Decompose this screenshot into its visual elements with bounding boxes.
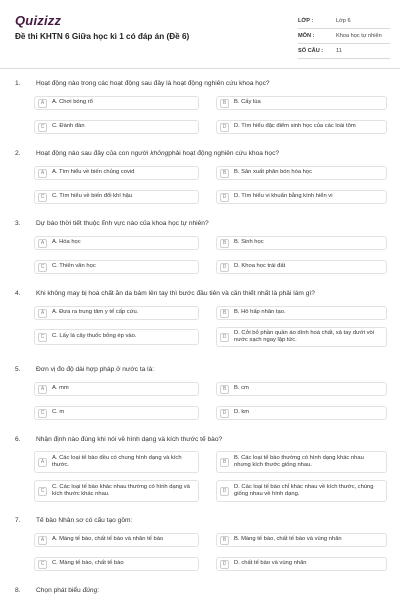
option-a[interactable]: [34, 96, 199, 110]
option-text: D. Các loại tế bào chỉ khác nhau về kích thước, chúng giống nhau về hình dạng.: [234, 483, 374, 497]
quizizz-logo: Quizizz: [15, 13, 62, 28]
meta-value: Lớp 6: [336, 18, 351, 24]
question-number: 4.: [15, 290, 21, 297]
meta-row-question-count: [298, 44, 390, 59]
option-c[interactable]: [34, 406, 199, 420]
question-text: Hoạt động nào sau đây của con người khôngphải hoạt động nghiên cứu khoa học?: [36, 150, 280, 157]
option-letter: B: [220, 309, 229, 318]
option-text: C. Màng tế bào, chất tế bào: [52, 560, 124, 567]
option-d[interactable]: [216, 406, 387, 420]
option-a[interactable]: [34, 533, 199, 547]
question-text: Dự báo thời tiết thuộc lĩnh vực nào của khoa học tự nhiên?: [36, 220, 209, 227]
option-letter: C: [38, 409, 47, 418]
option-b[interactable]: [216, 306, 387, 320]
option-b[interactable]: [216, 382, 387, 396]
option-text: C. Các loại tế bào khác nhau thường có hình dạng và kích thước khác nhau.: [52, 483, 190, 497]
option-c[interactable]: [34, 557, 199, 571]
option-letter: C: [38, 193, 47, 202]
option-c[interactable]: [34, 329, 199, 345]
question-number: 7.: [15, 517, 21, 524]
option-a[interactable]: [34, 166, 199, 180]
option-b[interactable]: [216, 236, 387, 250]
option-letter: B: [220, 239, 229, 248]
option-b[interactable]: [216, 166, 387, 180]
option-letter: D: [220, 193, 229, 202]
option-letter: B: [220, 536, 229, 545]
option-letter: A: [38, 536, 47, 545]
option-c[interactable]: [34, 480, 199, 502]
option-text: D. Tìm hiểu đặc điểm sinh học của các loài tôm: [234, 123, 356, 130]
meta-value: Khoa học tự nhiên: [336, 33, 382, 39]
question-number: 3.: [15, 220, 21, 227]
option-text: B. Sản xuất phân bón hóa học: [234, 169, 312, 176]
option-letter: C: [38, 333, 47, 342]
option-letter: B: [220, 99, 229, 108]
option-text: A. Chơi bóng rổ: [52, 99, 93, 106]
option-letter: D: [220, 409, 229, 418]
option-text: B. Cấy lúa: [234, 99, 261, 106]
option-text: A. Màng tế bào, chất tế bào và nhân tế bào: [52, 536, 164, 543]
option-text: C. Thiên văn học: [52, 263, 96, 270]
meta-row-subject: [298, 29, 390, 44]
option-text: A. Hóa học: [52, 239, 81, 246]
option-letter: D: [220, 263, 229, 272]
option-letter: C: [38, 487, 47, 496]
option-a[interactable]: [34, 451, 199, 473]
option-text: C. Tìm hiểu về biến đổi khí hậu: [52, 193, 133, 200]
option-text: A. Đưa ra trung tâm y tế cấp cứu.: [52, 309, 139, 316]
worksheet-header: [0, 0, 400, 68]
meta-key: LỚP :: [298, 18, 314, 24]
meta-key: SỐ CÂU :: [298, 48, 324, 54]
option-c[interactable]: [34, 190, 199, 204]
option-letter: B: [220, 169, 229, 178]
question-number: 6.: [15, 436, 21, 443]
option-c[interactable]: [34, 260, 199, 274]
option-text: B. Sinh học: [234, 239, 264, 246]
option-c[interactable]: [34, 120, 199, 134]
option-b[interactable]: [216, 451, 387, 473]
question-text: Đơn vị đo độ dài hợp pháp ở nước ta là:: [36, 366, 155, 373]
option-text: C. Lấy lá cây thuốc bỏng ép vào.: [52, 333, 137, 340]
option-text: D. Khoa học trái đất: [234, 263, 286, 270]
option-letter: A: [38, 169, 47, 178]
option-letter: A: [38, 309, 47, 318]
option-text: D. km: [234, 409, 250, 416]
question-number: 5.: [15, 366, 21, 373]
option-letter: D: [220, 487, 229, 496]
meta-key: MÔN :: [298, 33, 315, 39]
document-title: Đề thi KHTN 6 Giữa học kì 1 có đáp án (Đề 6): [15, 32, 190, 41]
option-d[interactable]: [216, 190, 387, 204]
option-text: B. Hô hấp nhân tạo.: [234, 309, 286, 316]
option-letter: A: [38, 385, 47, 394]
option-a[interactable]: [34, 382, 199, 396]
option-b[interactable]: [216, 533, 387, 547]
option-letter: D: [220, 123, 229, 132]
question-text: Nhận định nào đúng khi nói về hình dạng và kích thước tế bào?: [36, 436, 223, 443]
option-text: B. cm: [234, 385, 249, 392]
option-letter: D: [220, 560, 229, 569]
option-letter: A: [38, 239, 47, 248]
option-d[interactable]: [216, 557, 387, 571]
option-letter: B: [220, 458, 229, 467]
option-letter: C: [38, 123, 47, 132]
option-text: A. Các loại tế bào đều có chung hình dạng và kích thước.: [52, 454, 182, 468]
option-letter: C: [38, 263, 47, 272]
meta-table: [298, 14, 390, 59]
meta-value: 11: [336, 48, 342, 54]
meta-row-grade: [298, 14, 390, 29]
header-divider: [0, 68, 400, 69]
option-letter: A: [38, 458, 47, 467]
option-b[interactable]: [216, 96, 387, 110]
option-text: D. chất tế bào và vùng nhân: [234, 560, 307, 567]
option-letter: D: [220, 333, 229, 342]
question-number: 8.: [15, 587, 21, 594]
option-d[interactable]: [216, 480, 387, 502]
option-text: C. Đánh đàn: [52, 123, 85, 130]
question-number: 2.: [15, 150, 21, 157]
question-text: Hoạt động nào trong các hoạt động sau đây là hoạt động nghiên cứu khoa học?: [36, 80, 270, 87]
question-number: 1.: [15, 80, 21, 87]
option-text: B. Các loại tế bào thường có hình dạng khác nhau nhưng kích thước giống nhau.: [234, 454, 364, 468]
question-text: Tế bào Nhân sơ có cấu tạo gồm:: [36, 517, 133, 524]
option-text: A. mm: [52, 385, 69, 392]
option-text: B. Màng tế bào, chất tế bào và vùng nhân: [234, 536, 342, 543]
option-letter: B: [220, 385, 229, 394]
option-text: C. m: [52, 409, 65, 416]
option-a[interactable]: [34, 306, 199, 320]
option-d[interactable]: [216, 260, 387, 274]
option-text: D. Cởi bỏ phần quần áo dính hoá chất, xả tay dưới vòi nước sạch ngay lập tức.: [234, 329, 375, 343]
option-letter: A: [38, 99, 47, 108]
option-text: A. Tìm hiểu về biến chủng covid: [52, 169, 135, 176]
option-letter: C: [38, 560, 47, 569]
option-a[interactable]: [34, 236, 199, 250]
question-text: Chọn phát biểu đúng:: [36, 587, 100, 594]
option-text: D. Tìm hiểu vi khuẩn bằng kính hiển vi: [234, 193, 333, 200]
option-d[interactable]: [216, 327, 387, 347]
option-d[interactable]: [216, 120, 387, 134]
question-text: Khi không may bị hoá chất ăn da bám lên tay thì bước đầu tiên và cần thiết nhất là phải làm gì?: [36, 290, 315, 297]
